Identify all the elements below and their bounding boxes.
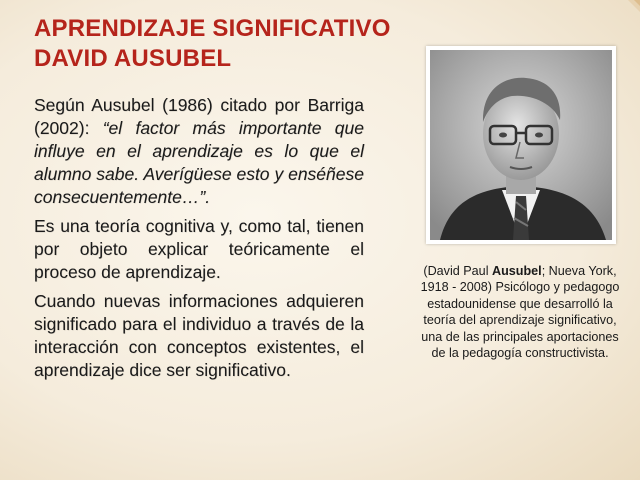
portrait-caption bbox=[418, 263, 622, 361]
slide-title bbox=[34, 14, 391, 74]
paragraph-citation bbox=[34, 94, 364, 209]
title-line-2: DAVID AUSUBEL bbox=[34, 45, 232, 72]
portrait-photo-icon bbox=[430, 50, 612, 240]
caption-text: ; Nueva York, 1918 - 2008) Psicólogo y pedagogo estadounidense que desarrolló la teoría del aprendizaje significativo, una de las principales aportaciones de la pedagogía constructivista. bbox=[420, 264, 620, 361]
caption-name: Ausubel bbox=[492, 264, 542, 278]
caption-prefix: (David Paul bbox=[423, 264, 492, 278]
paragraph-meaningful: Cuando nuevas informaciones adquieren significado para el individuo a través de la interacción con conceptos existentes, el aprendizaje dice ser significativo. bbox=[34, 291, 364, 380]
body-text bbox=[34, 94, 364, 388]
portrait-frame bbox=[426, 46, 616, 244]
title-line-1: APRENDIZAJE SIGNIFICATIVO bbox=[34, 15, 391, 42]
citation-intro: Según Ausubel (1986) citado por Barriga (2002): bbox=[34, 95, 364, 138]
paragraph-theory: Es una teoría cognitiva y, como tal, tienen por objeto explicar teóricamente el proceso de aprendizaje. bbox=[34, 216, 364, 282]
citation-quote: “el factor más importante que influye en el aprendizaje es lo que el alumno sabe. Averígüese esto y enséñese consecuentemente…”. bbox=[34, 118, 364, 207]
corner-decoration-icon bbox=[600, 0, 640, 30]
